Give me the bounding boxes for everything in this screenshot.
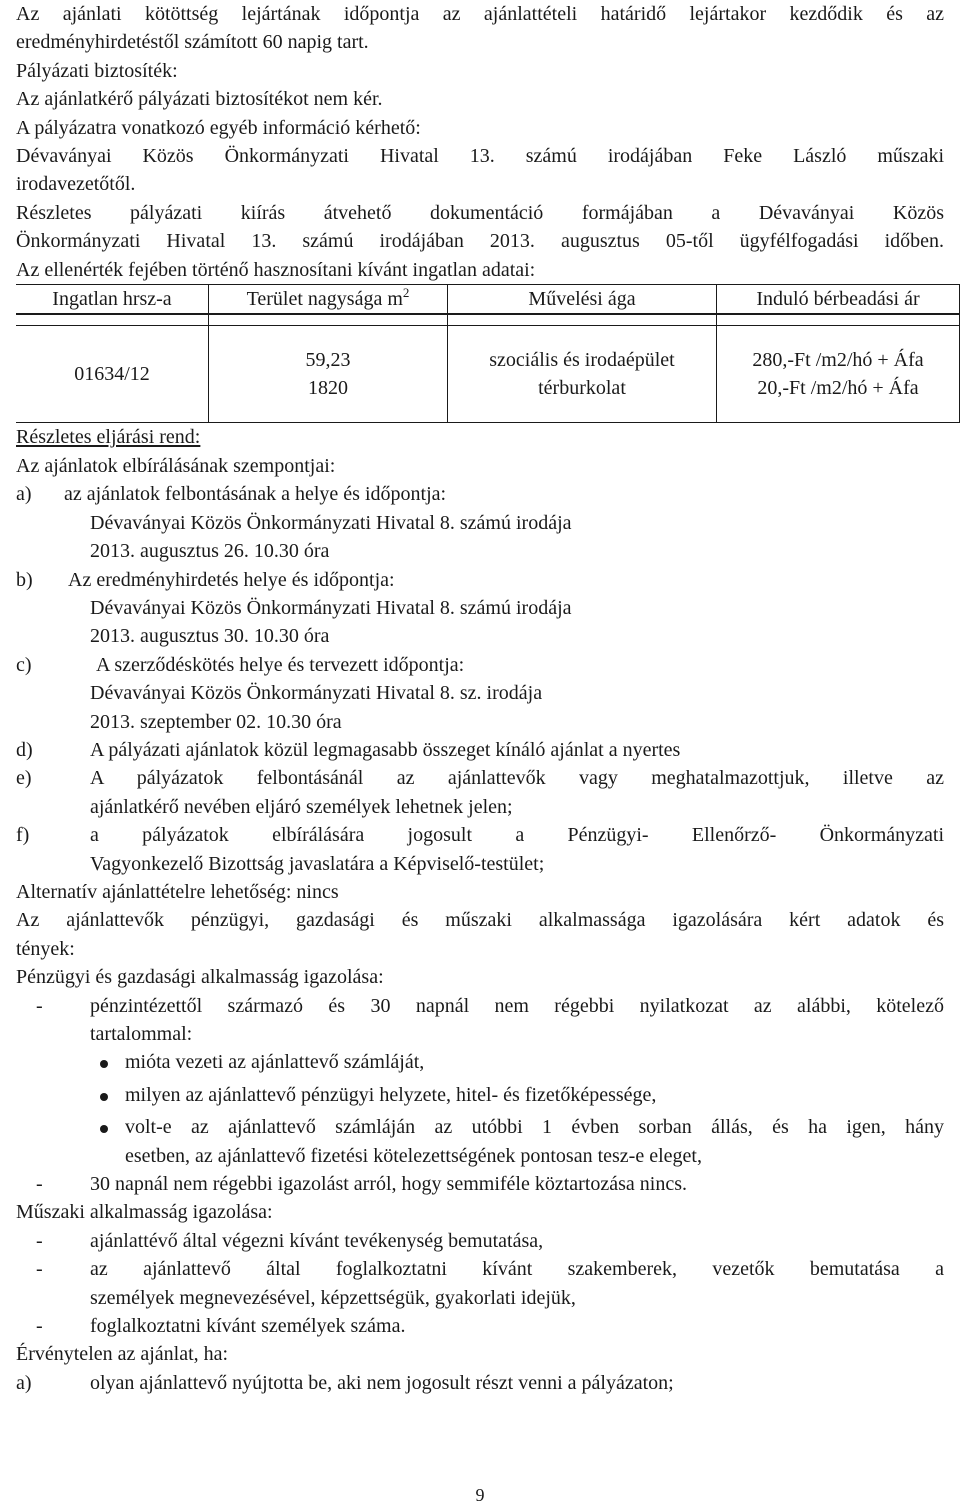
cell-price-line: 280,-Ft /m2/hó + Áfa [752,349,924,372]
bullet-item [16,1048,944,1076]
item-text: olyan ajánlattevő nyújtotta be, aki nem jogosult részt venni a pályázaton; [90,1371,674,1394]
item-label: e) [16,767,32,790]
bullet-icon [100,1060,108,1068]
list-item [16,1369,944,1397]
dash-marker: - [36,1315,43,1338]
proof-intro-line: tények: [16,937,75,960]
cell-price [717,326,960,423]
item-text: ajánlatkérő nevében eljáró személyek lehetnek jelen; [90,795,513,818]
dash-marker: - [36,1229,43,1252]
item-text: A pályázatok felbontásánál az ajánlattevők vagy meghatalmazottjuk, illetve az [90,767,944,790]
paragraph-line: Pályázati biztosíték: [16,59,178,82]
bullet-text: milyen az ajánlattevő pénzügyi helyzete, hitel- és fizetőképessége, [125,1083,657,1106]
property-table [16,284,960,423]
list-item [16,566,944,651]
item-sub-line: Dévaványai Közös Önkormányzati Hivatal 8. sz. irodája [90,682,543,705]
document-page [16,0,944,1397]
dash-text: tartalommal: [90,1023,193,1045]
list-item [16,821,944,878]
table-header-row [16,285,960,315]
paragraph-line: Az ajánlati kötöttség lejártának időpontja az ajánlattételi határidő lejártakor kezdődik és az [16,3,944,25]
col-header-price: Induló bérbeadási ár [717,285,960,315]
paragraph-line: irodavezetőtől. [16,173,136,196]
item-text: az ajánlatok felbontásának a helye és időpontja: [64,483,447,506]
intro-section [16,0,944,284]
col-header-hrsz: Ingatlan hrsz-a [16,285,209,315]
dash-text: 30 napnál nem régebbi igazolást arról, hogy semmiféle köztartozása nincs. [90,1173,688,1196]
item-text: A szerződéskötés helye és tervezett időpontja: [96,653,465,676]
item-label: f) [16,824,30,847]
paragraph-line: Részletes pályázati kiírás átvehető dokumentáció formájában a Dévaványai Közös [16,201,944,224]
col-header-area [209,285,448,315]
dash-text: foglalkoztatni kívánt személyek száma. [90,1315,406,1338]
item-sub-line: 2013. szeptember 02. 10.30 óra [90,710,342,733]
list-item [16,651,944,736]
item-label: d) [16,738,33,761]
cell-area-line: 59,23 [305,349,351,372]
dash-marker: - [36,1173,43,1196]
paragraph-line: eredményhirdetéstől számított 60 napig tart. [16,31,369,54]
item-text: A pályázati ajánlatok közül legmagasabb összeget kínáló ajánlat a nyertes [90,738,681,761]
table-row [16,326,960,423]
cell-price-line: 20,-Ft /m2/hó + Áfa [757,377,919,400]
bullet-icon [100,1125,108,1133]
dash-text: ajánlattévő által végezni kívánt tevékenység bemutatása, [90,1229,544,1252]
cell-type [448,326,717,423]
bullet-item [16,1113,944,1170]
paragraph-line: Az ajánlatkérő pályázati biztosítékot nem kér. [16,88,383,111]
procedure-heading: Részletes eljárási rend: [16,426,201,449]
invalid-section [16,1340,944,1397]
dash-item [16,992,944,1049]
proof-intro-line: Az ajánlattevők pénzügyi, gazdasági és műszaki alkalmassága igazolására kért adatok és [16,909,944,932]
list-item [16,764,944,821]
dash-text: pénzintézettől származó és 30 napnál nem régebbi nyilatkozat az alábbi, kötelező [90,994,944,1017]
dash-item [16,1227,944,1255]
cell-hrsz: 01634/12 [16,326,209,423]
item-label: a) [16,1371,32,1394]
table-spacer-row [16,314,960,326]
paragraph-line: Dévaványai Közös Önkormányzati Hivatal 13. számú irodájában Feke László műszaki [16,145,944,168]
cell-area-line: 1820 [308,377,348,400]
dash-item [16,1170,944,1198]
item-sub-line: Dévaványai Közös Önkormányzati Hivatal 8. számú irodája [90,596,572,619]
bullet-icon [100,1093,108,1101]
dash-text: az ajánlattevő által foglalkoztatni kívánt szakemberek, vezetők bemutatása a [90,1258,944,1281]
dash-marker: - [36,994,43,1017]
dash-item [16,1255,944,1312]
item-text: Vagyonkezelő Bizottság javaslatára a Képviselő-testület; [90,852,545,875]
paragraph-line: Önkormányzati Hivatal 13. számú irodájában 2013. augusztus 05-től ügyfélfogadási időben. [16,230,944,253]
item-text: Az eredményhirdetés helye és időpontja: [68,568,395,591]
bullet-text: esetben, az ajánlattevő fizetési kötelezettségének pontosan tesz-e eleget, [125,1144,702,1167]
procedure-section [16,423,944,878]
col-header-type: Művelési ága [448,285,717,315]
dash-marker: - [36,1258,43,1281]
financial-section [16,963,944,1198]
list-item [16,480,944,565]
technical-section [16,1198,944,1340]
item-label: c) [16,653,32,676]
superscript-2: 2 [402,285,410,301]
invalid-title: Érvénytelen az ajánlat, ha: [16,1343,229,1366]
alternative-offer-line: Alternatív ajánlattételre lehetőség: nincs [16,880,339,903]
paragraph-line: A pályázatra vonatkozó egyéb információ kérhető: [16,116,421,139]
technical-title: Műszaki alkalmasság igazolása: [16,1201,273,1224]
criteria-title: Az ajánlatok elbírálásának szempontjai: [16,454,336,477]
dash-item [16,1312,944,1340]
financial-title: Pénzügyi és gazdasági alkalmasság igazolása: [16,966,384,989]
item-sub-line: 2013. augusztus 26. 10.30 óra [90,540,330,563]
paragraph-line: Az ellenérték fejében történő hasznosítani kívánt ingatlan adatai: [16,258,536,281]
item-sub-line: 2013. augusztus 30. 10.30 óra [90,625,330,648]
item-label: a) [16,483,32,506]
bullet-item [16,1081,944,1109]
bullet-text: mióta vezeti az ajánlattevő számláját, [125,1051,425,1074]
cell-type-line: szociális és irodaépület [489,349,675,372]
cell-area [209,326,448,423]
item-text: a pályázatok elbírálására jogosult a Pénzügyi- Ellenőrző- Önkormányzati [90,824,944,847]
col-header-area-text: Terület nagysága m [246,288,403,311]
bullet-text: volt-e az ajánlattevő számláján az utóbbi 1 évben sorban állás, és ha igen, hány [125,1116,944,1139]
cell-type-line: térburkolat [538,377,626,400]
list-item [16,736,944,764]
item-sub-line: Dévaványai Közös Önkormányzati Hivatal 8. számú irodája [90,511,572,534]
dash-text: személyek megnevezésével, képzettségük, gyakorlati idejük, [90,1286,576,1309]
item-label: b) [16,568,33,591]
page-number: 9 [475,1485,485,1505]
